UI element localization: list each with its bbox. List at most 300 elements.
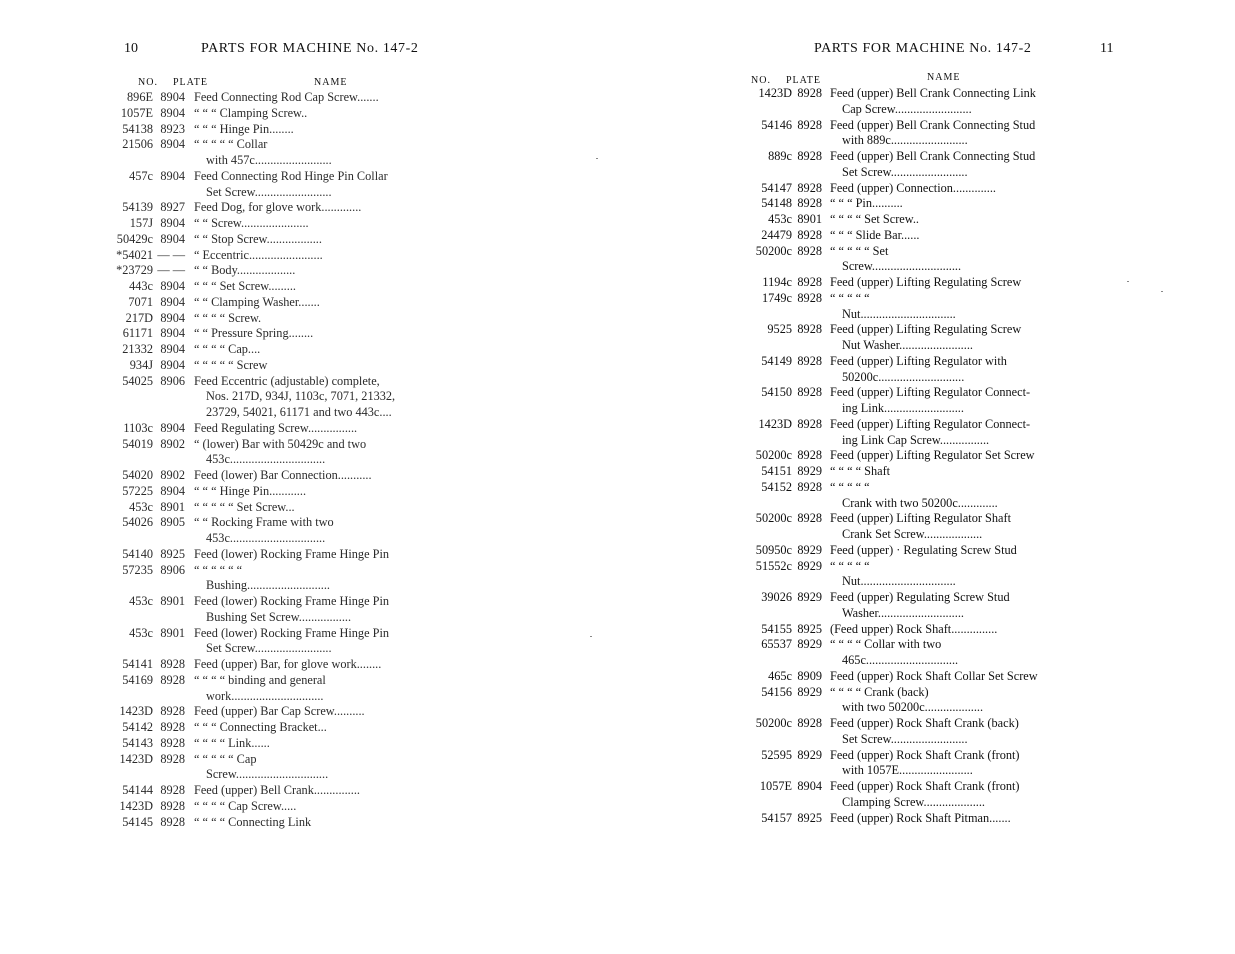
- part-name-line: Feed Connecting Rod Hinge Pin Collar: [194, 168, 388, 183]
- part-name: [185, 704, 440, 720]
- part-entry: [107, 326, 440, 342]
- part-name: [185, 594, 440, 626]
- part-name-line: Feed (upper) Connection..............: [830, 180, 996, 195]
- part-name-continuation: Set Screw.........................: [206, 641, 332, 656]
- part-name-continuation: 465c..............................: [842, 653, 959, 667]
- part-entry: [107, 374, 440, 421]
- part-number: 1057E: [759, 779, 792, 793]
- part-name-line: “ (lower) Bar with 50429c and two: [194, 436, 367, 451]
- part-name: [822, 716, 1078, 748]
- part-name-line: “ “ “ “ “ Collar: [194, 137, 268, 152]
- part-entry: [718, 779, 1078, 811]
- part-entry: [107, 311, 440, 327]
- part-name-continuation: Nut Washer........................: [842, 338, 973, 352]
- part-name-continuation: 23729, 54021, 61171 and two 443c....: [206, 405, 392, 419]
- part-entry: [718, 480, 1078, 512]
- part-name: [822, 637, 1078, 669]
- part-number: 50200c: [755, 511, 792, 526]
- part-name-line: “ “ “ “ “: [830, 479, 870, 494]
- part-number: 52595: [761, 747, 792, 762]
- part-name: [822, 669, 1078, 685]
- part-name: [185, 326, 440, 342]
- part-name: [185, 515, 440, 547]
- part-name-line: Feed (upper) Rock Shaft Pitman.......: [830, 810, 1011, 825]
- part-name-line: (Feed upper) Rock Shaft...............: [830, 621, 998, 636]
- part-name-continuation: ing Link..........................: [842, 401, 964, 415]
- plate-number: 8928: [797, 180, 822, 195]
- part-name-line: “ “ Screw......................: [194, 216, 309, 230]
- plate-number: 8929: [797, 590, 822, 604]
- plate-number: — —: [157, 263, 185, 278]
- plate-number: 8929: [797, 558, 822, 573]
- part-entry: [107, 720, 440, 736]
- part-entry: [718, 448, 1078, 464]
- part-number: 50200c: [755, 716, 792, 730]
- part-entry: [107, 515, 440, 547]
- part-entry: [107, 657, 440, 673]
- part-entry: [718, 685, 1078, 717]
- plate-number: 8928: [160, 672, 185, 687]
- part-number: 57235: [122, 562, 153, 577]
- part-name-continuation: Nut...............................: [842, 306, 956, 321]
- part-entry: [718, 196, 1078, 212]
- part-name: [822, 149, 1078, 181]
- part-name: [822, 181, 1078, 197]
- part-name-line: Feed Eccentric (adjustable) complete,: [194, 373, 380, 388]
- part-name: [185, 752, 440, 784]
- part-name: [822, 196, 1078, 212]
- part-name: [185, 437, 440, 469]
- part-entry: [107, 799, 440, 815]
- part-name-line: Feed (lower) Bar Connection...........: [194, 468, 372, 482]
- part-number: 21506: [122, 137, 153, 152]
- part-name-line: “ “ Body...................: [194, 263, 296, 278]
- part-number: 1057E: [120, 105, 153, 120]
- part-name-line: “ “ “ “ Screw.: [194, 310, 262, 325]
- plate-number: 8928: [797, 227, 822, 242]
- part-name-continuation: Set Screw.........................: [842, 731, 968, 746]
- part-entry: [107, 137, 440, 169]
- plate-number: 8904: [160, 294, 185, 309]
- part-number: 54155: [761, 621, 792, 636]
- part-number: 50429c: [116, 231, 153, 246]
- plate-number: 8904: [160, 231, 185, 246]
- part-name-line: Feed (upper) Lifting Regulator with: [830, 353, 1007, 368]
- part-name: [822, 811, 1078, 827]
- part-entry: [718, 291, 1078, 323]
- plate-number: 8901: [160, 625, 185, 640]
- part-name: [185, 106, 440, 122]
- part-name-line: “ “ “ “ “ Set Screw...: [194, 499, 295, 514]
- part-entry: [107, 295, 440, 311]
- column-header-no: NO.: [138, 77, 158, 88]
- part-name-line: “ “ “ “ Cap....: [194, 342, 261, 356]
- part-name-continuation: 50200c............................: [842, 369, 965, 384]
- part-number: 1194c: [762, 275, 792, 289]
- part-number: 465c: [768, 668, 792, 683]
- part-name: [185, 815, 440, 831]
- part-name-line: Feed Regulating Screw................: [194, 420, 358, 435]
- part-name-line: “ “ “ Connecting Bracket...: [194, 720, 327, 734]
- part-name-line: Feed (upper) Rock Shaft Crank (front): [830, 747, 1020, 762]
- part-name-continuation: 453c...............................: [206, 531, 326, 545]
- part-name-line: “ “ “ Hinge Pin........: [194, 121, 294, 136]
- part-number: 54142: [122, 720, 153, 734]
- part-name: [822, 354, 1078, 386]
- part-entry: [718, 228, 1078, 244]
- part-name-line: “ “ Rocking Frame with two: [194, 515, 334, 530]
- part-name: [822, 291, 1078, 323]
- part-entry: [718, 354, 1078, 386]
- column-header-plate: PLATE: [786, 75, 821, 86]
- part-entry: [107, 547, 440, 563]
- part-number: 1423D: [119, 751, 153, 766]
- part-number: *54021: [116, 247, 153, 262]
- part-entry: [718, 511, 1078, 543]
- part-name: [185, 736, 440, 752]
- part-entry: [107, 594, 440, 626]
- part-entry: [718, 118, 1078, 150]
- plate-number: 8929: [797, 684, 822, 699]
- part-number: 1749c: [761, 290, 792, 305]
- plate-number: 8901: [797, 212, 822, 226]
- plate-number: 8904: [160, 168, 185, 183]
- part-number: 453c: [129, 625, 153, 640]
- part-entry: [718, 559, 1078, 591]
- part-name-line: “ “ “ Set Screw.........: [194, 279, 296, 293]
- part-name: [822, 590, 1078, 622]
- part-name-line: Feed (lower) Rocking Frame Hinge Pin: [194, 625, 390, 640]
- part-number: 54169: [122, 672, 153, 687]
- part-number: 54138: [122, 121, 153, 136]
- plate-number: 8928: [797, 196, 822, 211]
- plate-number: 8904: [797, 779, 822, 793]
- part-name: [822, 448, 1078, 464]
- part-name: [185, 295, 440, 311]
- part-name: [185, 626, 440, 658]
- part-name-continuation: Bushing...........................: [206, 578, 331, 593]
- part-name-line: “ “ “ Hinge Pin............: [194, 483, 307, 498]
- part-name-continuation: with 1057E........................: [842, 763, 973, 778]
- part-entry: [107, 200, 440, 216]
- part-name-line: Feed (upper) Bell Crank Connecting Stud: [830, 149, 1036, 163]
- part-name-line: “ “ “ “ “ Set: [830, 243, 889, 258]
- part-name-line: Feed Dog, for glove work.............: [194, 200, 362, 215]
- part-name-line: Feed (upper) Lifting Regulator Connect-: [830, 416, 1031, 431]
- part-name: [185, 673, 440, 705]
- plate-number: 8928: [797, 117, 822, 132]
- part-name: [185, 137, 440, 169]
- part-entry: [718, 322, 1078, 354]
- plate-number: 8928: [160, 798, 185, 813]
- part-entry: [107, 468, 440, 484]
- plate-number: 8904: [160, 105, 185, 120]
- part-name-line: Feed (upper) Bar Cap Screw..........: [194, 704, 365, 719]
- plate-number: 8928: [160, 751, 185, 766]
- plate-number: 8928: [797, 479, 822, 494]
- part-name-continuation: Set Screw.........................: [842, 164, 968, 179]
- plate-number: — —: [157, 247, 185, 262]
- part-name-line: Feed (upper) Regulating Screw Stud: [830, 590, 1010, 604]
- part-name: [822, 417, 1078, 449]
- part-name-line: Feed (upper) Lifting Regulator Set Screw: [830, 448, 1035, 463]
- part-name-continuation: Set Screw.........................: [206, 184, 332, 199]
- part-entry: [107, 90, 440, 106]
- part-number: 157J: [129, 216, 153, 230]
- part-number: 934J: [129, 357, 153, 372]
- part-entry: [718, 464, 1078, 480]
- part-name-line: Feed (upper) · Regulating Screw Stud: [830, 542, 1017, 557]
- plate-number: 8904: [160, 342, 185, 356]
- part-number: 453c: [768, 212, 792, 226]
- part-entry: [107, 704, 440, 720]
- part-entry: [718, 590, 1078, 622]
- plate-number: 8928: [797, 353, 822, 368]
- part-number: 54147: [761, 180, 792, 195]
- page-number: 11: [1100, 41, 1114, 56]
- scan-speck: [596, 158, 598, 159]
- part-name: [185, 358, 440, 374]
- plate-number: 8928: [160, 814, 185, 829]
- part-entry: [107, 169, 440, 201]
- part-name-continuation: 453c...............................: [206, 452, 326, 467]
- part-entry: [107, 484, 440, 500]
- plate-number: 8925: [797, 810, 822, 825]
- part-entry: [718, 622, 1078, 638]
- part-name: [185, 783, 440, 799]
- part-name-line: “ “ “ “ Crank (back): [830, 684, 929, 699]
- part-number: 217D: [125, 310, 153, 325]
- part-name: [185, 169, 440, 201]
- part-name-line: Feed (upper) Lifting Regulator Shaft: [830, 511, 1011, 526]
- part-name: [822, 212, 1078, 228]
- part-number: 453c: [129, 499, 153, 514]
- scan-speck: [1161, 291, 1163, 292]
- plate-number: 8928: [797, 448, 822, 463]
- plate-number: 8929: [797, 747, 822, 762]
- part-name: [822, 779, 1078, 811]
- plate-number: 8904: [160, 279, 185, 293]
- part-entry: [107, 626, 440, 658]
- part-number: 54151: [761, 464, 792, 478]
- part-number: 457c: [129, 168, 153, 183]
- part-name: [822, 228, 1078, 244]
- part-number: 54019: [122, 436, 153, 451]
- part-name-continuation: Cap Screw.........................: [842, 101, 972, 116]
- part-name-continuation: ing Link Cap Screw................: [842, 432, 990, 447]
- column-header-no: NO.: [751, 75, 771, 86]
- plate-number: 8925: [160, 546, 185, 561]
- part-number: *23729: [116, 263, 153, 278]
- part-name-line: “ “ “ “ “: [830, 290, 870, 305]
- part-name: [185, 311, 440, 327]
- part-name: [185, 799, 440, 815]
- part-entry: [107, 500, 440, 516]
- part-name-line: “ “ Stop Screw..................: [194, 231, 322, 246]
- part-name-line: Feed (upper) Lifting Regulating Screw: [830, 322, 1022, 337]
- column-header-plate: PLATE: [173, 77, 208, 88]
- part-entry: [718, 149, 1078, 181]
- part-number: 54020: [122, 468, 153, 482]
- part-name-line: “ “ “ “ Collar with two: [830, 637, 942, 652]
- part-entry: [718, 86, 1078, 118]
- part-entry: [107, 783, 440, 799]
- part-entry: [107, 815, 440, 831]
- part-entry: [107, 248, 440, 264]
- part-name: [185, 232, 440, 248]
- part-name: [185, 468, 440, 484]
- scan-speck: [590, 636, 592, 637]
- part-name: [822, 480, 1078, 512]
- part-name: [822, 464, 1078, 480]
- part-number: 54156: [761, 684, 792, 699]
- part-name-line: “ “ “ Clamping Screw..: [194, 105, 308, 120]
- part-name-line: Feed (upper) Bar, for glove work........: [194, 657, 382, 671]
- part-name: [822, 748, 1078, 780]
- part-number: 54026: [122, 515, 153, 530]
- part-entry: [107, 279, 440, 295]
- part-number: 39026: [761, 590, 792, 604]
- part-name: [185, 90, 440, 106]
- plate-number: 8928: [797, 275, 822, 289]
- part-name-line: “ “ “ “ “ Cap: [194, 751, 257, 766]
- plate-number: 8928: [160, 657, 185, 671]
- plate-number: 8904: [160, 137, 185, 152]
- part-number: 1423D: [119, 798, 153, 813]
- part-number: 896E: [127, 90, 153, 104]
- plate-number: 8927: [160, 200, 185, 215]
- part-name-continuation: with 889c.........................: [842, 133, 968, 148]
- part-entry: [718, 669, 1078, 685]
- part-number: 24479: [761, 227, 792, 242]
- part-name: [185, 122, 440, 138]
- part-name: [185, 342, 440, 358]
- part-number: 57225: [122, 483, 153, 498]
- part-number: 1423D: [758, 416, 792, 431]
- part-entry: [107, 216, 440, 232]
- part-name-continuation: Crank with two 50200c.............: [842, 495, 998, 510]
- plate-number: 8906: [160, 562, 185, 577]
- part-number: 54144: [122, 783, 153, 797]
- plate-number: 8928: [797, 385, 822, 400]
- part-entry: [718, 417, 1078, 449]
- part-name-line: “ “ “ “ Shaft: [830, 464, 891, 478]
- part-number: 61171: [122, 326, 153, 341]
- plate-number: 8928: [160, 735, 185, 750]
- part-name-continuation: work..............................: [206, 688, 324, 703]
- part-name: [822, 511, 1078, 543]
- part-number: 65537: [761, 637, 792, 652]
- part-name-line: Feed (upper) Rock Shaft Crank (back): [830, 716, 1019, 730]
- part-number: 54152: [761, 479, 792, 494]
- part-name: [185, 374, 440, 421]
- part-entry: [718, 212, 1078, 228]
- part-entry: [107, 673, 440, 705]
- part-entry: [107, 563, 440, 595]
- plate-number: 8904: [160, 90, 185, 104]
- part-entry: [107, 106, 440, 122]
- part-name-continuation: Screw.............................: [842, 259, 962, 274]
- page-number: 10: [124, 41, 138, 56]
- part-entry: [718, 811, 1078, 827]
- part-name: [185, 500, 440, 516]
- plate-number: 8928: [797, 416, 822, 431]
- part-name-line: Feed Connecting Rod Cap Screw.......: [194, 90, 379, 104]
- part-name: [185, 248, 440, 264]
- part-entry: [107, 342, 440, 358]
- part-name-line: Feed (lower) Rocking Frame Hinge Pin: [194, 594, 390, 608]
- part-entry: [718, 385, 1078, 417]
- part-name-continuation: with 457c.........................: [206, 153, 332, 167]
- part-name: [185, 563, 440, 595]
- part-number: 54149: [761, 353, 792, 368]
- plate-number: 8904: [160, 357, 185, 372]
- part-name-continuation: Nut...............................: [842, 574, 956, 589]
- plate-number: 8928: [160, 704, 185, 719]
- part-name-continuation: Crank Set Screw...................: [842, 527, 983, 541]
- part-name: [822, 543, 1078, 559]
- part-name-line: Feed (upper) Lifting Regulator Connect-: [830, 385, 1031, 400]
- part-number: 54150: [761, 385, 792, 400]
- part-entry: [718, 716, 1078, 748]
- part-name: [185, 720, 440, 736]
- part-name-line: “ “ “ “ binding and general: [194, 672, 326, 687]
- part-name-line: “ “ “ “ Cap Screw.....: [194, 798, 297, 813]
- right-page: [617, 0, 1235, 954]
- part-name-continuation: Clamping Screw....................: [842, 794, 985, 809]
- part-name-line: “ “ “ “ “: [830, 558, 870, 573]
- part-name: [822, 275, 1078, 291]
- part-name: [185, 279, 440, 295]
- part-number: 54025: [122, 373, 153, 388]
- part-entry: [718, 543, 1078, 559]
- part-entry: [107, 358, 440, 374]
- part-entry: [107, 122, 440, 138]
- part-name-line: “ “ “ “ “ Screw: [194, 357, 268, 372]
- plate-number: 8928: [797, 86, 822, 100]
- part-name-line: “ “ Clamping Washer.......: [194, 294, 320, 309]
- part-entry: [718, 244, 1078, 276]
- plate-number: 8906: [160, 373, 185, 388]
- part-number: 7071: [128, 294, 153, 309]
- part-name-line: Feed (upper) Lifting Regulating Screw: [830, 275, 1022, 289]
- part-number: 54139: [122, 200, 153, 215]
- part-name: [185, 484, 440, 500]
- plate-number: 8929: [797, 637, 822, 652]
- part-name: [185, 421, 440, 437]
- part-name-line: Feed (lower) Rocking Frame Hinge Pin: [194, 546, 390, 561]
- part-entry: [718, 637, 1078, 669]
- plate-number: 8925: [797, 621, 822, 636]
- part-name: [822, 322, 1078, 354]
- part-entry: [107, 736, 440, 752]
- part-number: 54143: [122, 735, 153, 750]
- plate-number: 8928: [797, 290, 822, 305]
- part-name: [822, 622, 1078, 638]
- part-number: 21332: [122, 342, 153, 356]
- part-number: 54141: [122, 657, 153, 671]
- plate-number: 8904: [160, 216, 185, 230]
- scan-speck: [1127, 281, 1129, 282]
- left-page: [0, 0, 617, 954]
- part-name-line: Feed (upper) Bell Crank...............: [194, 783, 360, 797]
- part-name-line: “ “ Pressure Spring........: [194, 326, 314, 341]
- part-number: 1103c: [123, 420, 153, 435]
- part-name-line: “ “ “ “ Connecting Link: [194, 814, 312, 829]
- part-entry: [718, 748, 1078, 780]
- plate-number: 8902: [160, 468, 185, 482]
- part-name-line: “ “ “ “ Set Screw..: [830, 212, 919, 226]
